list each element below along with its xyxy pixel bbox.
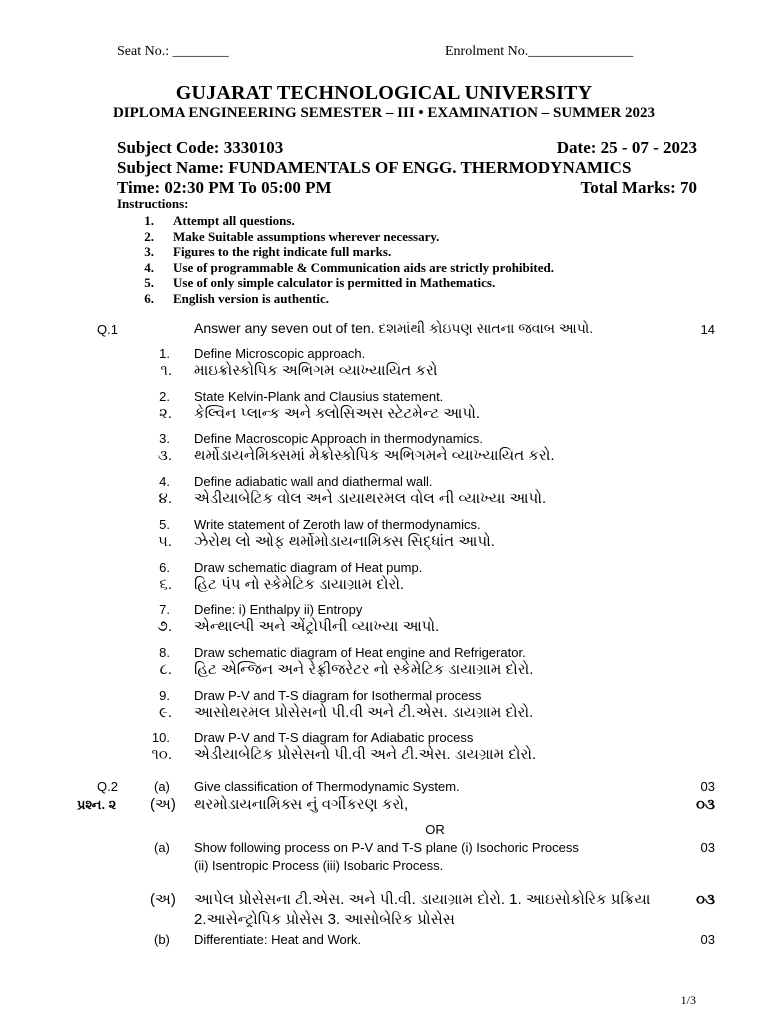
q2a-alt-marks: 03 <box>700 840 715 855</box>
instruction-item <box>138 229 698 245</box>
instructions-heading: Instructions: <box>117 196 189 211</box>
page-number: 1/3 <box>680 993 696 1007</box>
instruction-number: 6. <box>144 290 154 306</box>
q1-item-text: Draw P-V and T-S diagram for Isothermal process <box>194 687 482 703</box>
instruction-number: 1. <box>144 213 154 228</box>
q1-item-text-gujarati: કેલ્વિન પ્લાન્ક અને ક્લોસિઅસ સ્ટેટમેન્ટ આપો. <box>194 404 481 422</box>
q2a-label-gujarati: (અ) <box>150 796 176 813</box>
university-name: GUJARAT TECHNOLOGICAL UNIVERSITY <box>175 82 593 104</box>
q1-item-number: 6. <box>159 559 170 575</box>
instruction-number: 2. <box>144 228 154 244</box>
q1-item-number: 8. <box>159 644 170 660</box>
q1-item-text-gujarati: હિટ પંપ નો સ્કેમેટિક ડાયાગ્રામ દોરો. <box>194 575 405 593</box>
q1-item-number: 5. <box>159 516 170 532</box>
q1-item-text-gujarati: એડીયાબેટિક વોલ અને ડાયાથરમલ વોલ ની વ્યાખ્યા આપો. <box>194 490 547 508</box>
instruction-number: 4. <box>144 259 154 275</box>
q1-item-text: Draw schematic diagram of Heat engine and Refrigerator. <box>194 644 526 660</box>
q1-item-number: 4. <box>159 474 170 490</box>
q2-label-gujarati: પ્રશ્ન. ૨ <box>77 797 117 812</box>
q2a-alt-line2-gujarati: 2.આસેન્ટ્રોપિક પ્રોસેસ 3. આસોબેરિક પ્રોસેસ <box>194 911 455 928</box>
q1-item-text: Define Macroscopic Approach in thermodynamics. <box>194 431 484 447</box>
q1-item-text-gujarati: હિટ એન્જિન અને રેફ્રીજરેટર નો સ્કેમેટિક ડાયાગ્રામ દોરો. <box>194 660 534 678</box>
instruction-number: 5. <box>144 275 154 290</box>
exam-date: Date: 25 - 07 - 2023 <box>556 138 697 157</box>
q2a-text: Give classification of Thermodynamic System. <box>194 779 460 794</box>
q2a-label: (a) <box>154 779 170 794</box>
or-divider: OR <box>425 822 445 837</box>
q2a-alt-label-gujarati: (અ) <box>150 891 176 908</box>
instruction-text: English version is authentic. <box>173 290 330 306</box>
seat-no: Seat No.: ________ <box>117 44 229 59</box>
q1-item-number-gujarati: ૩. <box>157 447 172 465</box>
q1-item-number: 2. <box>159 388 170 404</box>
instruction-text: Use of programmable & Communication aids are strictly prohibited. <box>173 259 554 275</box>
q1-item-number: 1. <box>159 346 170 361</box>
q1-item-number-gujarati: ૯. <box>158 703 172 721</box>
q2a-alt-line1-gujarati: આપેલ પ્રોસેસના ટી.એસ. અને પી.વી. ડાયાગ્રામ દોરો. 1. આઇસોકોરિક પ્રક્રિયા <box>194 891 651 908</box>
instruction-item <box>138 244 698 260</box>
q1-item-number-gujarati: ૭. <box>157 618 172 636</box>
q2b-text: Differentiate: Heat and Work. <box>194 932 362 947</box>
instruction-item <box>138 213 698 229</box>
instruction-item <box>138 260 698 276</box>
q1-item-text: Define: i) Enthalpy ii) Entropy <box>194 602 363 618</box>
q1-item-number-gujarati: ૪. <box>158 490 172 508</box>
q1-item-text-gujarati: આસોથરમલ પ્રોસેસનો પી.વી અને ટી.એસ. ડાયગ્રામ દોરો. <box>194 703 534 721</box>
instruction-text: Make Suitable assumptions wherever necessary. <box>173 228 440 244</box>
q2b-marks: 03 <box>700 932 715 947</box>
q1-item-text: Define Microscopic approach. <box>194 346 366 361</box>
enrolment-no: Enrolment No._______________ <box>445 44 634 59</box>
q2a-marks: 03 <box>700 779 715 794</box>
q1-item-text: State Kelvin-Plank and Clausius statement. <box>194 388 444 404</box>
q1-item-number-gujarati: ૮. <box>159 660 172 678</box>
instruction-number: 3. <box>144 244 154 259</box>
q2a-text-gujarati: થરમોડાયનામિક્સ નું વર્ગીકરણ કરો, <box>194 796 409 813</box>
q1-item-text: Write statement of Zeroth law of thermodynamics. <box>194 516 481 532</box>
instruction-item <box>138 275 698 291</box>
q1-item-text-gujarati: એન્થાલ્પી અને એંટ્રોપીની વ્યાખ્યા આપો. <box>194 618 440 636</box>
q1-item-number-gujarati: ૨. <box>159 404 172 422</box>
q1-marks: 14 <box>700 322 715 337</box>
q1-item-text-gujarati: થર્મોડાયનેમિક્સમાં મેક્રોસ્કોપિક અભિગમને વ્યાખ્યાયિત કરો. <box>194 447 555 465</box>
q1-item-number-gujarati: ૬. <box>159 575 172 593</box>
q1-instruction: Answer any seven out of ten. દશમાંથી કોઇપણ સાતના જવાબ આપો. <box>194 320 594 336</box>
q2a-alt-marks-gujarati: ૦૩ <box>695 891 715 908</box>
exam-line: DIPLOMA ENGINEERING SEMESTER – III • EXAMINATION – SUMMER 2023 <box>112 105 656 121</box>
instruction-text: Figures to the right indicate full marks. <box>173 244 392 259</box>
exam-time: Time: 02:30 PM To 05:00 PM <box>117 178 332 197</box>
q1-item-number: 7. <box>159 602 170 618</box>
instruction-text: Attempt all questions. <box>173 213 295 228</box>
q2a-alt-line2: (ii) Isentropic Process (iii) Isobaric Process. <box>194 858 444 873</box>
q2a-alt-line1: Show following process on P-V and T-S plane (i) Isochoric Process <box>194 840 579 855</box>
q1-item-number-gujarati: ૧. <box>160 362 172 379</box>
q1-item-text: Define adiabatic wall and diathermal wall. <box>194 474 433 490</box>
q1-item-text-gujarati: ઝેરોથ લો ઓફ થર્મોમોડાયનામિક્સ સિદ્ધાંત આપો. <box>194 532 495 550</box>
subject-code: Subject Code: 3330103 <box>117 138 284 157</box>
q2-label: Q.2 <box>97 779 118 794</box>
q2b-label: (b) <box>154 932 170 947</box>
q1-label: Q.1 <box>97 322 118 337</box>
instruction-item <box>138 291 698 307</box>
total-marks: Total Marks: 70 <box>580 178 697 197</box>
subject-name: Subject Name: FUNDAMENTALS OF ENGG. THERMODYNAMICS <box>117 158 632 177</box>
q1-item-text-gujarati: એડીયાબેટિક પ્રોસેસનો પી.વી અને ટી.એસ. ડાયગ્રામ દોરો. <box>194 746 537 764</box>
q1-item-text-gujarati: માઇક્રોસ્કોપિક અભિગમ વ્યાખ્યાયિત કરો <box>194 362 438 379</box>
q1-item-text: Draw schematic diagram of Heat pump. <box>194 559 423 575</box>
q1-item-number: 10. <box>151 730 170 746</box>
q1-item-number: 3. <box>159 431 170 447</box>
q1-item-number-gujarati: ૧૦. <box>151 746 172 764</box>
instruction-text: Use of only simple calculator is permitted in Mathematics. <box>173 275 496 290</box>
q2a-marks-gujarati: ૦૩ <box>695 796 715 813</box>
q2a-alt-label: (a) <box>154 840 170 855</box>
q1-item-number-gujarati: ૫. <box>157 532 172 550</box>
q1-item-number: 9. <box>159 687 170 703</box>
q1-item-text: Draw P-V and T-S diagram for Adiabatic process <box>194 730 474 746</box>
